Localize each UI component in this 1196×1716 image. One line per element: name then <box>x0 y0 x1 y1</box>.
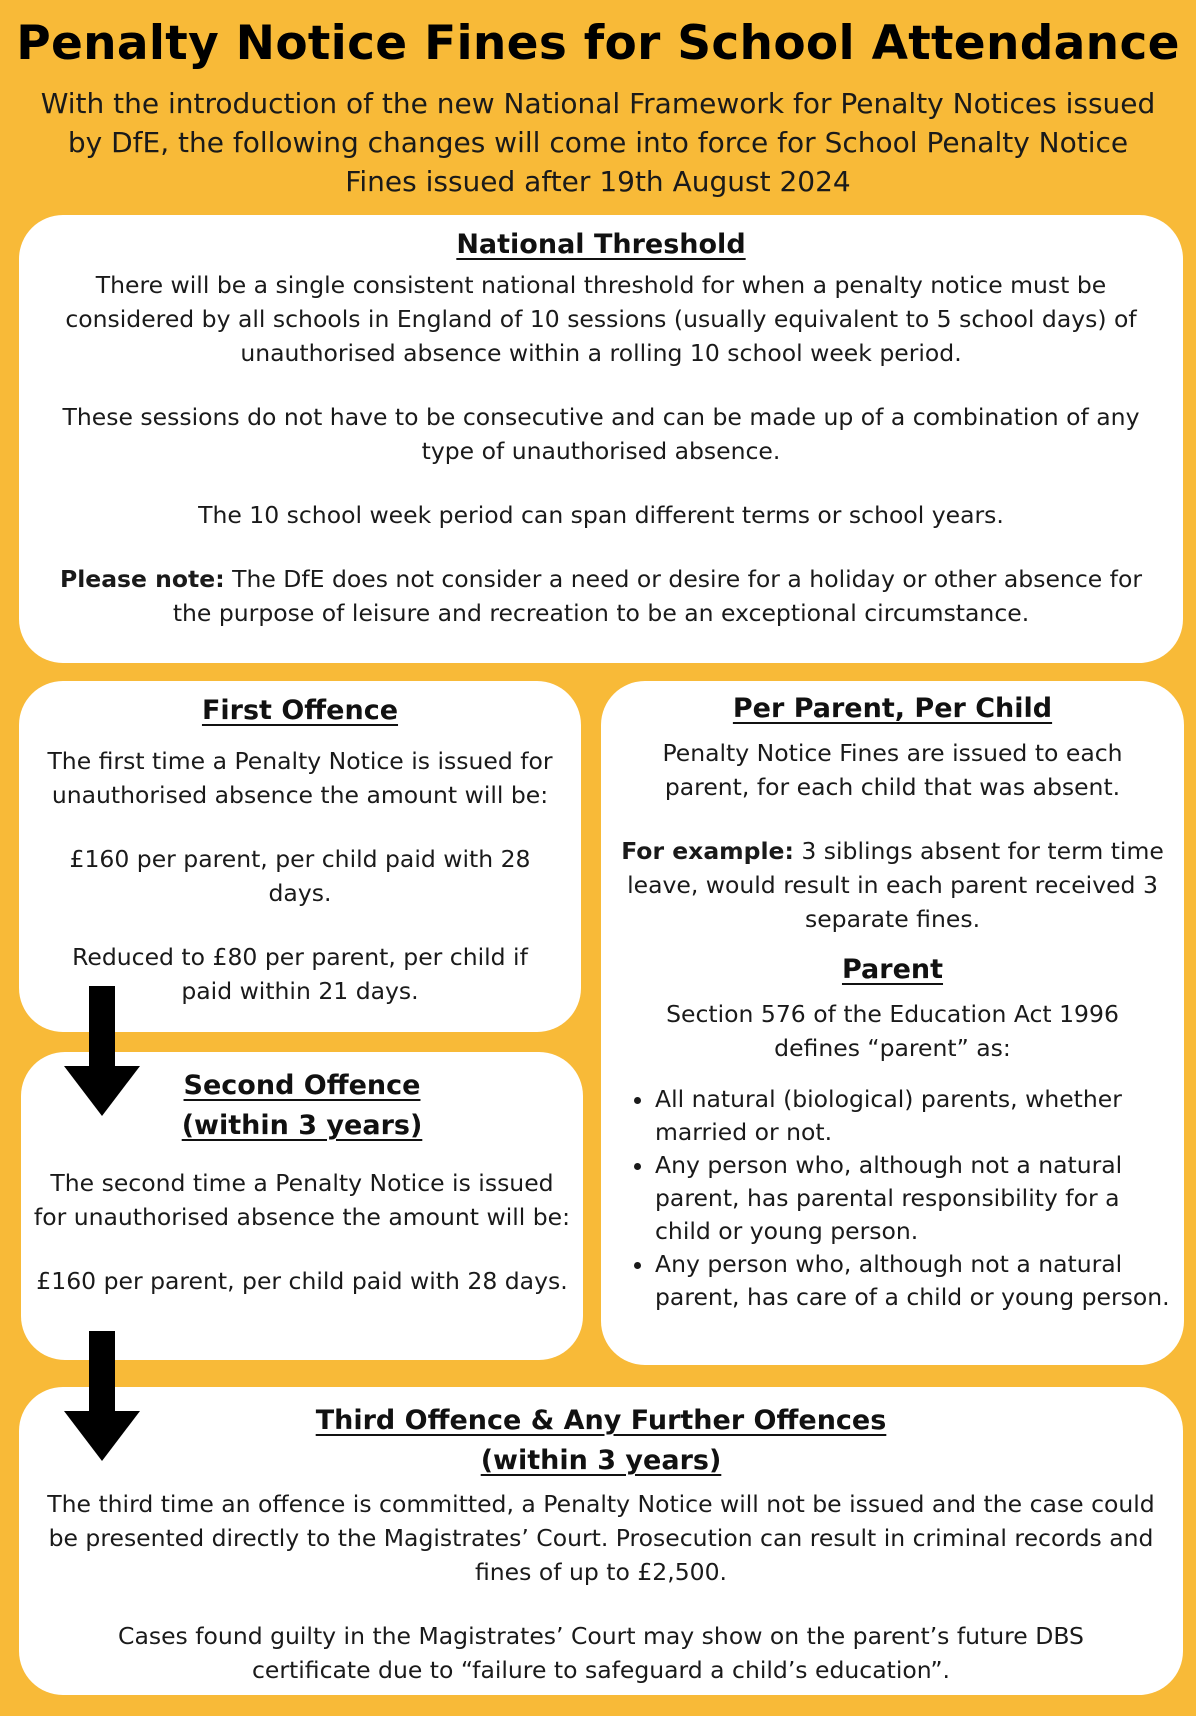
page-title: Penalty Notice Fines for School Attendance <box>16 16 1180 71</box>
first-offence-paragraph-3: Reduced to £80 per parent, per child if paid within 21 days. <box>72 943 528 1005</box>
parent-definition-list <box>615 1083 1170 1314</box>
per-parent-example <box>615 834 1170 936</box>
third-offence-paragraph-2: Cases found guilty in the Magistrates’ Court may show on the parent’s future DBS certificate due to “failure to safeguard a child’s education”. <box>118 1622 1084 1684</box>
first-offence-card <box>19 681 581 1032</box>
first-offence-paragraph-1: The first time a Penalty Notice is issued for unauthorised absence the amount will be: <box>47 747 553 809</box>
list-item: • Any person who, although not a natural parent, has care of a child or young person. <box>655 1248 1170 1314</box>
third-offence-card <box>19 1387 1183 1695</box>
national-threshold-card <box>19 215 1183 663</box>
arrow-down-icon <box>64 986 140 1116</box>
threshold-paragraph-2: These sessions do not have to be consecutive and can be made up of a combination of any type of unauthorised absence. <box>62 403 1140 465</box>
second-offence-paragraph-2: £160 per parent, per child paid with 28 days. <box>36 1267 568 1295</box>
threshold-paragraph-3: The 10 school week period can span different terms or school years. <box>198 501 1004 529</box>
threshold-paragraph-1: There will be a single consistent national threshold for when a penalty notice must be considered by all schools in England of 10 sessions (usually equivalent to 5 school days) of unauthorised absence within a rolling 10 school week period. <box>65 271 1137 367</box>
parent-heading: Parent <box>841 954 944 985</box>
threshold-note <box>39 562 1163 630</box>
national-threshold-heading: National Threshold <box>456 229 746 260</box>
third-offence-heading-line-2: (within 3 years) <box>480 1445 722 1476</box>
first-offence-heading: First Offence <box>201 695 399 726</box>
second-offence-paragraph-1: The second time a Penalty Notice is issued for unauthorised absence the amount will be: <box>33 1169 571 1231</box>
per-parent-paragraph: Penalty Notice Fines are issued to each parent, for each child that was absent. <box>662 739 1123 801</box>
third-offence-heading-line-1: Third Offence & Any Further Offences <box>315 1405 887 1436</box>
third-offence-heading <box>39 1401 1163 1481</box>
threshold-note-label: Please note: <box>59 565 225 593</box>
parent-intro: Section 576 of the Education Act 1996 defines “parent” as: <box>666 1000 1119 1062</box>
threshold-note-text: The DfE does not consider a need or desire for a holiday or other absence for the purpose of leisure and recreation to be an exceptional circumstance. <box>172 565 1142 627</box>
first-offence-paragraph-2: £160 per parent, per child paid with 28 days. <box>69 845 531 907</box>
second-offence-heading-line-1: Second Offence <box>183 1070 421 1101</box>
third-offence-paragraph-1: The third time an offence is committed, a Penalty Notice will not be issued and the case could be presented directly to the Magistrates’ Court. Prosecution can result in criminal records and fines of up to £2,500. <box>47 1490 1155 1586</box>
page-subtitle: With the introduction of the new National Framework for Penalty Notices issued by DfE, the following changes will come into force for School Penalty Notice Fines issued after 19th August 2024 <box>40 87 1156 198</box>
per-parent-example-text: 3 siblings absent for term time leave, would result in each parent received 3 separate fines. <box>627 837 1164 933</box>
list-item: • Any person who, although not a natural parent, has parental responsibility for a child or young person. <box>655 1149 1170 1248</box>
per-parent-heading: Per Parent, Per Child <box>732 693 1053 724</box>
per-parent-card <box>601 681 1184 1365</box>
second-offence-heading-line-2: (within 3 years) <box>181 1110 423 1141</box>
list-item: • All natural (biological) parents, whether married or not. <box>655 1083 1170 1149</box>
per-parent-example-label: For example: <box>621 837 794 865</box>
arrow-down-icon <box>64 1331 140 1461</box>
